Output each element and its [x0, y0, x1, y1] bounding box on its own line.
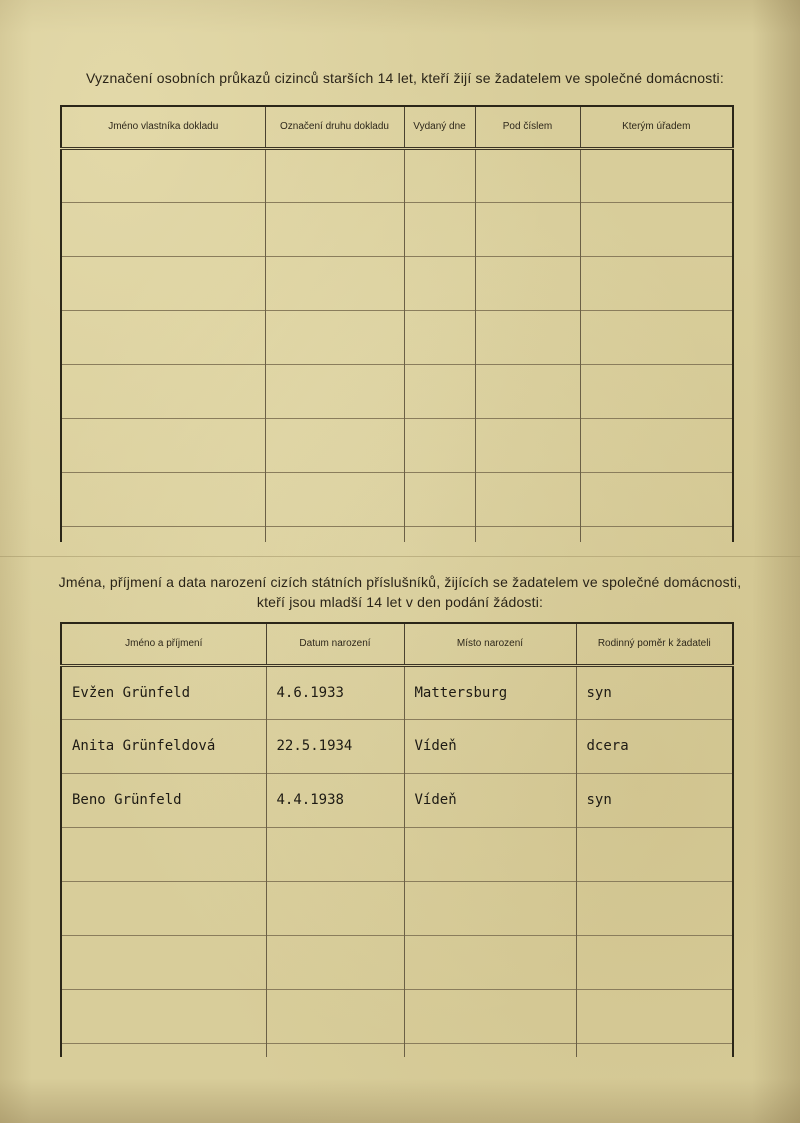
column-header-birth-date: Datum narození: [266, 623, 404, 665]
issuing-office-cell[interactable]: [580, 256, 733, 310]
section1-title: Vyznačení osobních průkazů cizinců starších 14 let, kteří žijí se žadatelem ve společné domácnosti:: [86, 70, 724, 86]
issued-date-cell[interactable]: [404, 310, 475, 364]
table-row: [61, 935, 733, 989]
table-row: [61, 773, 733, 827]
document-type-cell[interactable]: [265, 310, 404, 364]
birth-place-cell[interactable]: [404, 881, 576, 935]
table-row: [61, 472, 733, 526]
owner-name-cell[interactable]: [61, 310, 265, 364]
number-cell[interactable]: [475, 364, 580, 418]
issuing-office-cell[interactable]: [580, 364, 733, 418]
relation-cell[interactable]: dcera: [576, 719, 733, 773]
table-row: [61, 418, 733, 472]
full-name-cell[interactable]: Evžen Grünfeld: [61, 665, 266, 719]
table-row: [61, 364, 733, 418]
table-row: [61, 881, 733, 935]
birth-place-cell[interactable]: [404, 989, 576, 1043]
id-documents-table: [60, 105, 734, 542]
column-header-owner-name: Jméno vlastníka dokladu: [61, 106, 265, 148]
document-type-cell[interactable]: [265, 472, 404, 526]
document-type-cell[interactable]: [265, 418, 404, 472]
owner-name-cell[interactable]: [61, 472, 265, 526]
issued-date-cell[interactable]: [404, 364, 475, 418]
issued-date-cell[interactable]: [404, 256, 475, 310]
table-header-row: [61, 623, 733, 665]
relation-cell[interactable]: syn: [576, 665, 733, 719]
issuing-office-cell[interactable]: [580, 148, 733, 202]
birth-place-cell[interactable]: Vídeň: [404, 773, 576, 827]
birth-date-cell[interactable]: 4.4.1938: [266, 773, 404, 827]
table-row-partial: [61, 1043, 733, 1057]
birth-place-cell[interactable]: Mattersburg: [404, 665, 576, 719]
issued-date-cell[interactable]: [404, 418, 475, 472]
table-row-partial: [61, 526, 733, 542]
column-header-issued-date: Vydaný dne: [404, 106, 475, 148]
birth-date-cell[interactable]: 22.5.1934: [266, 719, 404, 773]
number-cell[interactable]: [475, 310, 580, 364]
issuing-office-cell[interactable]: [580, 310, 733, 364]
issuing-office-cell[interactable]: [580, 472, 733, 526]
column-header-full-name: Jméno a příjmení: [61, 623, 266, 665]
table-row: [61, 719, 733, 773]
issuing-office-cell[interactable]: [580, 202, 733, 256]
children-table: [60, 622, 734, 1057]
table-row: [61, 148, 733, 202]
full-name-cell[interactable]: [61, 881, 266, 935]
table-row: [61, 665, 733, 719]
table-row: [61, 202, 733, 256]
column-header-issuing-office: Kterým úřadem: [580, 106, 733, 148]
relation-cell[interactable]: [576, 827, 733, 881]
birth-place-cell[interactable]: Vídeň: [404, 719, 576, 773]
full-name-cell[interactable]: [61, 989, 266, 1043]
column-header-relation: Rodinný poměr k žadateli: [576, 623, 733, 665]
number-cell[interactable]: [475, 202, 580, 256]
number-cell[interactable]: [475, 472, 580, 526]
owner-name-cell[interactable]: [61, 202, 265, 256]
full-name-cell[interactable]: [61, 827, 266, 881]
owner-name-cell[interactable]: [61, 148, 265, 202]
section2-title: Jména, příjmení a data narození cizích státních příslušníků, žijících se žadatelem ve společné domácnosti, kteří jsou mladší 14 let v den podání žádosti:: [58, 574, 742, 610]
column-header-birth-place: Místo narození: [404, 623, 576, 665]
document-type-cell[interactable]: [265, 256, 404, 310]
issuing-office-cell[interactable]: [580, 418, 733, 472]
issued-date-cell[interactable]: [404, 202, 475, 256]
table-row: [61, 310, 733, 364]
number-cell[interactable]: [475, 418, 580, 472]
paper-fold-line: [0, 556, 800, 557]
document-type-cell[interactable]: [265, 364, 404, 418]
number-cell[interactable]: [475, 256, 580, 310]
birth-date-cell[interactable]: [266, 989, 404, 1043]
full-name-cell[interactable]: [61, 935, 266, 989]
birth-date-cell[interactable]: [266, 935, 404, 989]
table-header-row: [61, 106, 733, 148]
birth-place-cell[interactable]: [404, 935, 576, 989]
table-row: [61, 827, 733, 881]
table-row: [61, 989, 733, 1043]
table-row: [61, 256, 733, 310]
column-header-number: Pod číslem: [475, 106, 580, 148]
birth-date-cell[interactable]: [266, 881, 404, 935]
column-header-document-type: Označení druhu dokladu: [265, 106, 404, 148]
number-cell[interactable]: [475, 148, 580, 202]
relation-cell[interactable]: [576, 935, 733, 989]
issued-date-cell[interactable]: [404, 472, 475, 526]
relation-cell[interactable]: [576, 989, 733, 1043]
birth-place-cell[interactable]: [404, 827, 576, 881]
birth-date-cell[interactable]: [266, 827, 404, 881]
document-type-cell[interactable]: [265, 202, 404, 256]
owner-name-cell[interactable]: [61, 256, 265, 310]
document-type-cell[interactable]: [265, 148, 404, 202]
relation-cell[interactable]: [576, 881, 733, 935]
birth-date-cell[interactable]: 4.6.1933: [266, 665, 404, 719]
full-name-cell[interactable]: Anita Grünfeldová: [61, 719, 266, 773]
owner-name-cell[interactable]: [61, 418, 265, 472]
owner-name-cell[interactable]: [61, 364, 265, 418]
issued-date-cell[interactable]: [404, 148, 475, 202]
full-name-cell[interactable]: Beno Grünfeld: [61, 773, 266, 827]
relation-cell[interactable]: syn: [576, 773, 733, 827]
